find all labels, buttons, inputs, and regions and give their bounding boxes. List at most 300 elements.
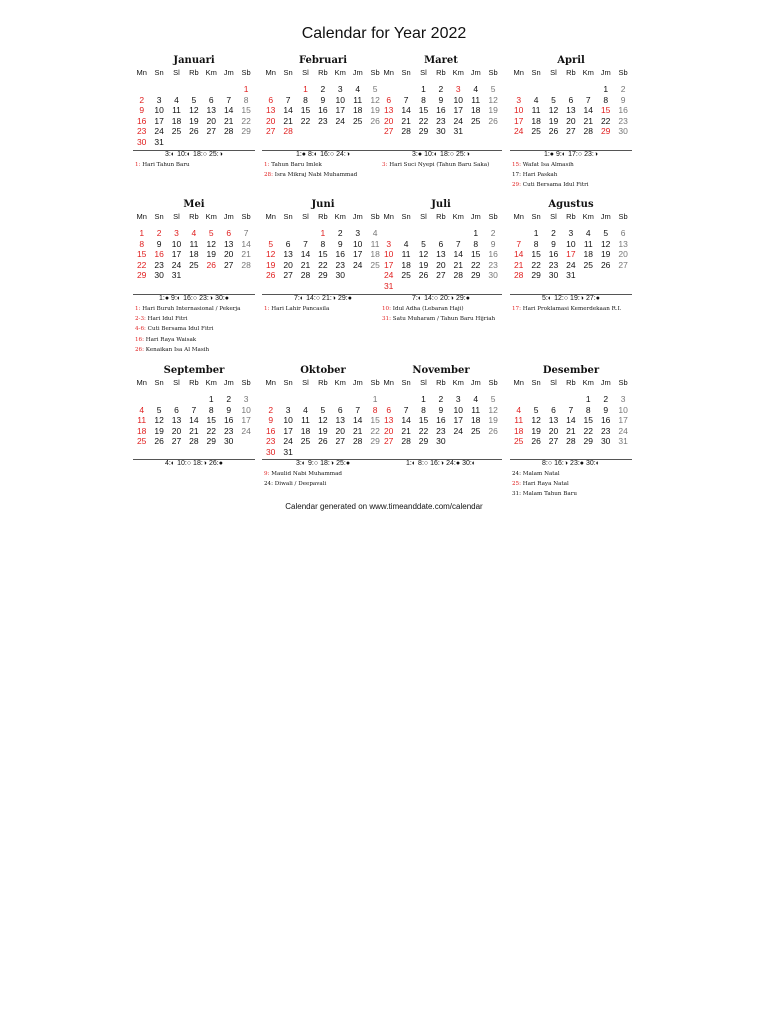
moon-phase-icon: ● bbox=[347, 295, 352, 302]
weekday-label: Sn bbox=[401, 68, 411, 77]
day-cell: 29 bbox=[136, 270, 147, 281]
day-cell: 26 bbox=[488, 425, 498, 436]
holiday-date: 31: bbox=[382, 316, 392, 323]
day-cell: 10 bbox=[383, 249, 394, 260]
day-cell: 17 bbox=[352, 249, 363, 260]
moon-phase-date: 9: bbox=[556, 151, 562, 158]
day-cell: 2 bbox=[320, 84, 326, 94]
weekday-label: Sl bbox=[173, 212, 180, 221]
moon-phase bbox=[308, 151, 318, 158]
day-cell: 30 bbox=[600, 436, 611, 447]
moon-phase-date: 4: bbox=[165, 460, 171, 467]
moon-phase-icon: ◐ bbox=[411, 460, 417, 467]
holiday-item bbox=[135, 304, 259, 314]
moon-phase bbox=[193, 151, 207, 158]
day-cell: 6 bbox=[551, 404, 556, 415]
day-cell: 2 bbox=[438, 394, 444, 404]
moon-phase-icon: ● bbox=[224, 295, 230, 302]
weekday-label: Km bbox=[205, 212, 217, 221]
weekday-label: Mn bbox=[513, 378, 524, 387]
month-block bbox=[510, 365, 632, 525]
weekday-label: Mn bbox=[383, 212, 394, 221]
day-cell: 6 bbox=[620, 228, 626, 238]
day-cell: 26 bbox=[418, 270, 429, 281]
day-cell: 9 bbox=[226, 404, 232, 415]
holiday-date: 1: bbox=[264, 306, 270, 312]
holiday-name: Satu Muharam / Tahun Baru Hijriah bbox=[391, 316, 496, 323]
moon-phase-icon: ◑ bbox=[331, 295, 337, 302]
moon-phase-date: 9: bbox=[171, 295, 177, 302]
moon-phase-icon: ○ bbox=[423, 460, 429, 467]
day-cell: 30 bbox=[265, 447, 276, 457]
day-cell: 27 bbox=[436, 270, 446, 281]
day-cell: 23 bbox=[335, 259, 346, 270]
moon-phase-icon: ○ bbox=[449, 151, 455, 158]
month-name: Desember bbox=[542, 365, 600, 376]
day-cell: 25 bbox=[370, 259, 380, 270]
day-cell: 23 bbox=[488, 259, 498, 270]
moon-phase-date: 1: bbox=[295, 151, 302, 158]
day-cell: 14 bbox=[241, 238, 251, 249]
weekday-label: Km bbox=[582, 68, 594, 77]
day-cell: 16 bbox=[318, 105, 328, 116]
day-cell: 22 bbox=[600, 115, 611, 126]
day-cell: 25 bbox=[583, 259, 594, 270]
weekday-label: Sl bbox=[420, 68, 427, 77]
weekday-label: Sl bbox=[550, 212, 557, 221]
weekday-label: Jm bbox=[470, 212, 481, 221]
day-cell: 14 bbox=[401, 415, 411, 426]
weekday-label: Sb bbox=[241, 212, 251, 221]
day-cell: 4 bbox=[174, 94, 179, 105]
day-cell: 16 bbox=[154, 249, 164, 260]
moon-phases bbox=[380, 460, 502, 467]
weekday-label: Rb bbox=[436, 212, 446, 221]
day-cell: 21 bbox=[401, 425, 411, 436]
moon-phase-icon: ◑ bbox=[449, 295, 455, 302]
moon-phase-icon: ● bbox=[465, 295, 470, 302]
holiday-name: Kenaikan Isa Al Masih bbox=[144, 346, 210, 353]
day-cell: 29 bbox=[206, 436, 217, 447]
day-cell: 21 bbox=[513, 259, 524, 270]
holiday-item bbox=[264, 160, 388, 170]
day-cell: 22 bbox=[370, 425, 380, 436]
month-block bbox=[380, 199, 502, 359]
day-cell: 25 bbox=[352, 115, 363, 126]
moon-phase-icon: ● bbox=[455, 460, 461, 467]
day-cell: 19 bbox=[488, 105, 498, 116]
day-cell: 15 bbox=[470, 249, 481, 260]
weekday-label: Mn bbox=[136, 68, 147, 77]
day-cell: 11 bbox=[401, 249, 411, 260]
moon-phase-date: 19: bbox=[570, 295, 580, 302]
day-cell: 20 bbox=[206, 115, 217, 126]
month-block bbox=[380, 365, 502, 525]
day-cell: 4 bbox=[355, 84, 361, 94]
weekday-label: Sl bbox=[550, 378, 557, 387]
day-cell: 10 bbox=[453, 94, 464, 105]
day-cell: 23 bbox=[265, 436, 276, 447]
day-cell: 26 bbox=[318, 436, 328, 447]
moon-phase-date: 18: bbox=[440, 151, 450, 158]
day-cell: 19 bbox=[418, 259, 429, 270]
holiday-date: 17: bbox=[512, 306, 522, 312]
weekday-label: Rb bbox=[436, 68, 446, 77]
day-cell: 19 bbox=[370, 105, 380, 116]
holiday-name: Maulid Nabi Muhammad bbox=[269, 471, 343, 477]
day-cell: 21 bbox=[283, 115, 293, 126]
weekday-label: Sb bbox=[370, 378, 380, 387]
weekday-label: Mn bbox=[265, 378, 276, 387]
day-cell: 19 bbox=[548, 115, 559, 126]
day-cell: 4 bbox=[533, 94, 539, 105]
day-cell: 20 bbox=[436, 259, 446, 270]
day-cell: 25 bbox=[513, 436, 524, 447]
moon-phase-icon: ○ bbox=[577, 151, 583, 158]
month-name: April bbox=[557, 55, 585, 66]
day-cell: 22 bbox=[418, 115, 429, 126]
moon-phase-icon: ○ bbox=[192, 295, 198, 302]
moon-phase bbox=[412, 151, 422, 158]
day-cell: 22 bbox=[418, 425, 429, 436]
day-cell: 20 bbox=[335, 425, 346, 436]
day-cell: 11 bbox=[370, 238, 380, 249]
holiday-item bbox=[512, 479, 636, 489]
moon-phase-icon: ◑ bbox=[202, 460, 208, 467]
day-cell: 11 bbox=[514, 415, 524, 426]
weekday-label: Sl bbox=[173, 68, 180, 77]
weekday-label: Sb bbox=[488, 212, 498, 221]
moon-phase bbox=[584, 151, 598, 158]
day-cell: 26 bbox=[265, 270, 276, 281]
moon-phase bbox=[199, 295, 213, 302]
moon-phase bbox=[446, 460, 460, 467]
moon-phase bbox=[570, 460, 584, 467]
day-cell: 15 bbox=[370, 415, 380, 426]
moon-phases bbox=[380, 151, 502, 158]
moon-phase-icon: ◑ bbox=[439, 460, 445, 467]
holiday-date: 25: bbox=[512, 481, 522, 488]
moon-phase-date: 3: bbox=[295, 460, 302, 467]
day-cell: 23 bbox=[436, 115, 446, 126]
moon-phase bbox=[554, 460, 568, 467]
day-cell: 30 bbox=[223, 436, 234, 447]
moon-phase bbox=[462, 460, 476, 467]
month-name: Maret bbox=[424, 55, 458, 66]
moon-phase bbox=[586, 295, 600, 302]
moon-phase-icon: ◑ bbox=[465, 151, 470, 158]
day-cell: 12 bbox=[154, 415, 164, 426]
day-cell: 2 bbox=[490, 228, 496, 238]
day-cell: 9 bbox=[620, 94, 626, 105]
weekday-label: Sl bbox=[550, 68, 557, 77]
month-name: Oktober bbox=[300, 365, 346, 376]
weekday-label: Km bbox=[205, 378, 217, 387]
moon-phase-icon: ◑ bbox=[218, 151, 223, 158]
weekday-label: Km bbox=[452, 212, 464, 221]
day-cell: 21 bbox=[566, 425, 576, 436]
day-cell: 7 bbox=[403, 404, 409, 415]
day-cell: 30 bbox=[436, 436, 446, 447]
day-cell: 17 bbox=[171, 249, 182, 260]
day-cell: 2 bbox=[438, 84, 444, 94]
day-cell: 31 bbox=[171, 270, 182, 281]
moon-phase bbox=[424, 151, 438, 158]
moon-phase-icon: ◐ bbox=[471, 460, 477, 467]
day-cell: 12 bbox=[548, 105, 559, 116]
day-cell: 30 bbox=[436, 126, 446, 137]
moon-phase-icon: ○ bbox=[547, 460, 553, 467]
holiday-name: Hari Tahun Baru bbox=[140, 162, 190, 168]
day-cell: 31 bbox=[383, 281, 394, 291]
moon-phase-date: 20: bbox=[440, 295, 450, 302]
day-cell: 24 bbox=[352, 259, 363, 270]
holiday-date: 15: bbox=[512, 162, 522, 168]
day-cell: 15 bbox=[418, 415, 429, 426]
day-cell: 2 bbox=[268, 404, 274, 415]
holiday-date: 24: bbox=[512, 471, 522, 477]
day-cell: 4 bbox=[303, 404, 308, 415]
day-cell: 31 bbox=[154, 137, 164, 147]
day-cell: 5 bbox=[490, 394, 496, 404]
day-cell: 7 bbox=[568, 404, 574, 415]
day-cell: 8 bbox=[533, 238, 539, 249]
holiday-name: Hari Buruh Internasional / Pekerja bbox=[140, 306, 241, 312]
day-cell: 8 bbox=[603, 94, 609, 105]
day-cell: 6 bbox=[285, 238, 291, 249]
day-cell: 9 bbox=[551, 238, 556, 249]
holiday-date: 1: bbox=[135, 162, 141, 168]
weekday-label: Jm bbox=[352, 212, 363, 221]
moon-phase-date: 16: bbox=[554, 460, 564, 467]
weekday-label: Rb bbox=[318, 212, 328, 221]
day-cell: 30 bbox=[488, 270, 498, 281]
day-cell: 28 bbox=[223, 126, 234, 137]
day-cell: 12 bbox=[189, 105, 199, 116]
day-cell: 25 bbox=[470, 115, 481, 126]
day-cell: 5 bbox=[191, 94, 197, 105]
day-cell: 7 bbox=[285, 94, 291, 105]
day-cell: 26 bbox=[488, 115, 498, 126]
day-cell: 11 bbox=[189, 238, 199, 249]
moon-phase-icon: ◑ bbox=[208, 295, 214, 302]
day-cell: 25 bbox=[401, 270, 411, 281]
day-cell: 17 bbox=[283, 425, 293, 436]
day-cell: 19 bbox=[154, 425, 164, 436]
moon-phase-date: 8: bbox=[542, 460, 548, 467]
day-cell: 27 bbox=[223, 259, 234, 270]
day-cell: 27 bbox=[618, 259, 628, 270]
moon-phase bbox=[159, 295, 169, 302]
day-cell: 18 bbox=[189, 249, 199, 260]
day-cell: 8 bbox=[421, 404, 426, 415]
moon-phase bbox=[177, 460, 191, 467]
weekday-label: Km bbox=[334, 378, 346, 387]
moon-phase-date: 29: bbox=[338, 295, 348, 302]
holiday-date: 1: bbox=[264, 162, 270, 168]
moon-phase bbox=[586, 460, 600, 467]
day-cell: 14 bbox=[566, 415, 576, 426]
day-cell: 24 bbox=[335, 115, 346, 126]
day-cell: 9 bbox=[603, 404, 609, 415]
moon-phase-icon: ● bbox=[595, 295, 600, 302]
weekday-label: Sn bbox=[154, 68, 164, 77]
moon-phase bbox=[542, 295, 552, 302]
day-cell: 6 bbox=[337, 404, 343, 415]
holiday-item bbox=[264, 469, 388, 479]
day-cell: 23 bbox=[548, 259, 559, 270]
moon-phase-date: 7: bbox=[294, 295, 300, 302]
moon-phase bbox=[308, 460, 318, 467]
day-cell: 27 bbox=[265, 126, 276, 137]
moon-phase bbox=[294, 295, 304, 302]
moon-phase-icon: ○ bbox=[433, 295, 439, 302]
day-cell: 25 bbox=[531, 126, 541, 137]
day-cell: 6 bbox=[226, 228, 232, 238]
day-cell: 23 bbox=[223, 425, 234, 436]
day-cell: 4 bbox=[473, 394, 479, 404]
day-cell: 16 bbox=[600, 415, 611, 426]
weekday-label: Mn bbox=[513, 68, 524, 77]
weekday-label: Jm bbox=[223, 212, 234, 221]
day-cell: 1 bbox=[421, 394, 426, 404]
holiday-item bbox=[135, 314, 259, 324]
moon-phase bbox=[544, 151, 554, 158]
day-cell: 28 bbox=[401, 126, 411, 137]
moon-phases bbox=[262, 295, 384, 302]
day-cell: 17 bbox=[618, 415, 628, 426]
weekday-label: Sl bbox=[420, 378, 427, 387]
moon-phase-date: 23: bbox=[570, 460, 580, 467]
day-cell: 21 bbox=[453, 259, 464, 270]
weekday-label: Sn bbox=[283, 212, 293, 221]
day-cell: 31 bbox=[283, 447, 293, 457]
day-cell: 17 bbox=[335, 105, 346, 116]
day-cell: 11 bbox=[353, 94, 363, 105]
day-cell: 19 bbox=[265, 259, 276, 270]
moon-phase-icon: ● bbox=[301, 151, 307, 158]
moon-phase-date: 10: bbox=[424, 151, 434, 158]
weekday-label: Km bbox=[334, 212, 346, 221]
moon-phase-date: 16: bbox=[183, 295, 193, 302]
day-cell: 1 bbox=[533, 228, 539, 238]
moon-phases bbox=[510, 460, 632, 467]
day-cell: 5 bbox=[603, 228, 609, 238]
day-cell: 1 bbox=[372, 394, 378, 404]
day-cell: 27 bbox=[566, 126, 576, 137]
moon-phase bbox=[193, 460, 207, 467]
holiday-name: Malam Natal bbox=[521, 471, 560, 477]
day-cell: 3 bbox=[620, 394, 626, 404]
day-cell: 18 bbox=[352, 105, 363, 116]
day-cell: 9 bbox=[156, 238, 162, 249]
moon-phase bbox=[568, 151, 582, 158]
day-cell: 3 bbox=[568, 228, 574, 238]
day-cell: 22 bbox=[241, 115, 251, 126]
day-cell: 10 bbox=[453, 404, 464, 415]
day-cell: 23 bbox=[154, 259, 164, 270]
day-cell: 14 bbox=[513, 249, 524, 260]
weekday-label: Rb bbox=[566, 68, 576, 77]
month-block bbox=[380, 55, 502, 215]
weekday-label: Rb bbox=[566, 212, 576, 221]
moon-phase-icon: ● bbox=[417, 151, 423, 158]
day-cell: 7 bbox=[403, 94, 409, 105]
day-cell: 9 bbox=[490, 238, 496, 249]
day-cell: 10 bbox=[154, 105, 164, 116]
moon-phase bbox=[554, 295, 568, 302]
day-cell: 17 bbox=[453, 105, 464, 116]
day-cell: 3 bbox=[386, 238, 392, 249]
day-cell: 13 bbox=[383, 415, 394, 426]
day-cell: 15 bbox=[241, 105, 251, 116]
day-cell: 13 bbox=[206, 105, 217, 116]
weekday-label: Sn bbox=[531, 378, 541, 387]
moon-phase-icon: ● bbox=[345, 460, 351, 467]
day-cell: 8 bbox=[421, 94, 426, 105]
day-cell: 30 bbox=[154, 270, 164, 281]
day-cell: 11 bbox=[137, 415, 147, 426]
day-cell: 2 bbox=[551, 228, 556, 238]
day-cell: 5 bbox=[490, 84, 496, 94]
day-cell: 4 bbox=[139, 404, 145, 415]
moon-phase-date: 10: bbox=[177, 460, 187, 467]
holiday-date: 31: bbox=[512, 491, 522, 498]
day-cell: 12 bbox=[600, 238, 611, 249]
day-cell: 12 bbox=[418, 249, 429, 260]
moon-phase-icon: ○ bbox=[313, 460, 319, 467]
weekday-label: Km bbox=[582, 378, 594, 387]
day-cell: 29 bbox=[531, 270, 541, 281]
moon-phase-date: 25: bbox=[336, 460, 346, 467]
moon-phase-icon: ◑ bbox=[593, 151, 599, 158]
weekday-label: Jm bbox=[470, 378, 481, 387]
moon-phase-icon: ◐ bbox=[186, 151, 192, 158]
holiday-name: Tahun Baru Imlek bbox=[269, 162, 322, 168]
weekday-label: Jm bbox=[352, 378, 363, 387]
day-cell: 13 bbox=[335, 415, 346, 426]
moon-phase-date: 9: bbox=[308, 460, 314, 467]
holiday-item bbox=[382, 304, 506, 314]
day-cell: 14 bbox=[223, 105, 234, 116]
moon-phase-date: 30: bbox=[462, 460, 472, 467]
moon-phase bbox=[165, 460, 175, 467]
moon-phase-icon: ● bbox=[549, 151, 555, 158]
day-cell: 3 bbox=[156, 94, 162, 105]
weekday-label: Jm bbox=[352, 68, 363, 77]
day-cell: 10 bbox=[618, 404, 628, 415]
day-cell: 1 bbox=[243, 84, 249, 94]
day-cell: 17 bbox=[566, 249, 576, 260]
day-cell: 4 bbox=[473, 84, 479, 94]
day-cell: 18 bbox=[470, 105, 481, 116]
moon-phase-icon: ◐ bbox=[561, 151, 567, 158]
day-cell: 24 bbox=[171, 259, 182, 270]
day-cell: 19 bbox=[318, 425, 328, 436]
day-cell: 24 bbox=[154, 126, 164, 137]
day-cell: 11 bbox=[583, 238, 593, 249]
day-cell: 28 bbox=[401, 436, 411, 447]
weekday-label: Km bbox=[582, 212, 594, 221]
holiday-item bbox=[512, 160, 636, 170]
weekday-label: Sb bbox=[618, 212, 628, 221]
day-cell: 28 bbox=[583, 126, 594, 137]
moon-phase-date: 5: bbox=[542, 295, 548, 302]
moon-phases bbox=[262, 460, 384, 467]
day-cell: 16 bbox=[136, 115, 147, 126]
day-cell: 12 bbox=[265, 249, 276, 260]
day-cell: 25 bbox=[136, 436, 147, 447]
